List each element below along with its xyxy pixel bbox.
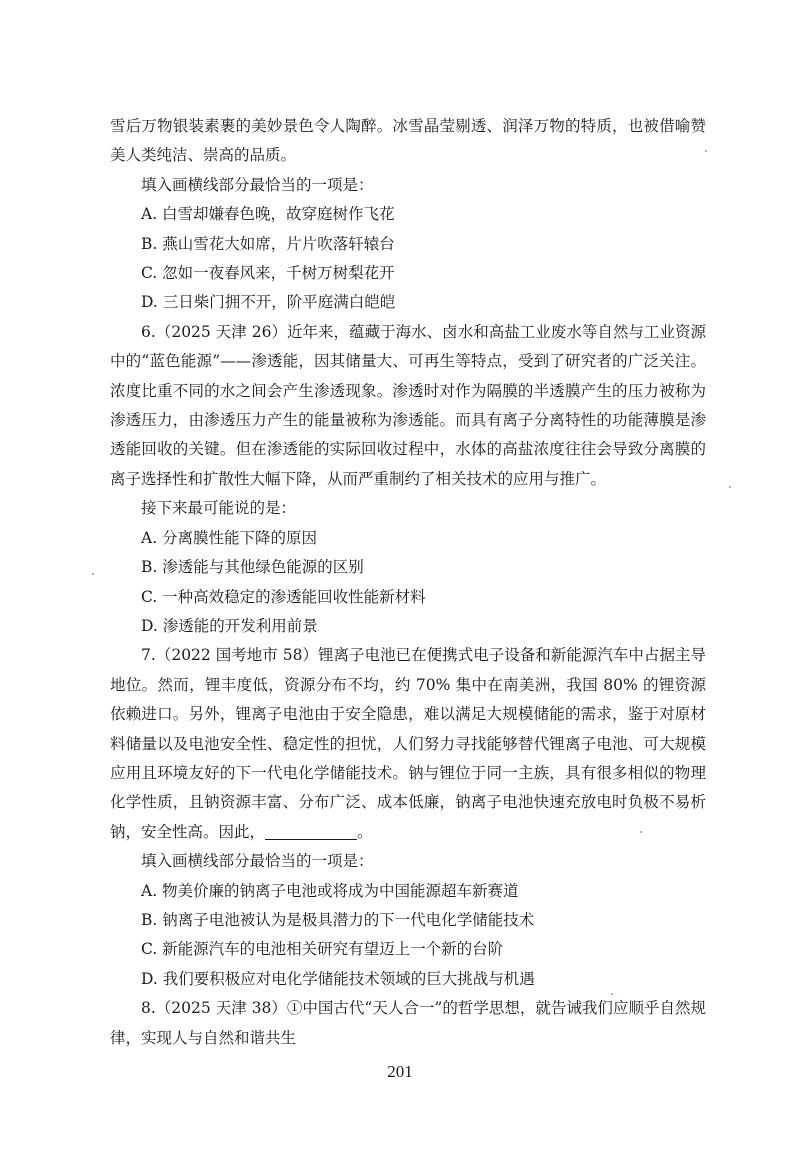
fill-in-blank (265, 821, 357, 840)
scan-speck (640, 831, 642, 833)
question-6-passage: 6.（2025 天津 26）近年来，蕴藏于海水、卤水和高盐工业废水等自然与工业资源中的“蓝色能源”——渗透能，因其储量大、可再生等特点，受到了研究者的广泛关注。浓度比重不同的水之间会产生渗透现象。渗透时对作为隔膜的半透膜产生的压力被称为渗透压力，由渗透压力产生的能量被称为渗透能。而具有离子分离特性的功能薄膜是渗透能回收的关键。但在渗透能的实际回收过程中，水体的高盐浓度往往会导致分离膜的离子选择性和扩散性大幅下降，从而严重制约了相关技术的应用与推广。 (110, 322, 706, 488)
continued-option-b: B. 燕山雪花大如席，片片吹落轩辕台 (141, 234, 395, 253)
question-6-option-d: D. 渗透能的开发利用前景 (141, 616, 318, 635)
question-7-option-c: C. 新能源汽车的电池相关研究有望迈上一个新的台阶 (141, 940, 504, 959)
continued-option-a: A. 白雪却嫌春色晚，故穿庭树作飞花 (141, 205, 395, 224)
page-number: 201 (387, 1062, 413, 1081)
question-6-option-a: A. 分离膜性能下降的原因 (141, 528, 318, 547)
question-7-prompt: 填入画横线部分最恰当的一项是： (141, 852, 374, 871)
question-7-end: 。 (357, 822, 373, 841)
continued-option-d: D. 三日柴门拥不开，阶平庭满白皑皑 (141, 293, 396, 312)
question-7-passage (110, 641, 706, 847)
question-7-option-a: A. 物美价廉的钠离子电池或将成为中国能源超车新赛道 (141, 881, 519, 900)
scan-speck (92, 573, 94, 575)
scan-speck (729, 486, 731, 488)
question-7-text: 7.（2022 国考地市 58）锂离子电池已在便携式电子设备和新能源汽车中占据主导地位。然而，锂丰度低，资源分布不均，约 70% 集中在南美洲，我国 80% 的锂资源依赖进口。另外，锂离子电池由于安全隐患，难以满足大规模储能的需求，鉴于对原材料储量以及电池安全性、稳定性的担忧，人们努力寻找能够替代锂离子电池、可大规模应用且环境友好的下一代电化学储能技术。钠与锂位于同一主族，具有很多相似的物理化学性质，且钠资源丰富、分布广泛、成本低廉，钠离子电池快速充放电时负极不易析钠，安全性高。因此， (110, 646, 706, 841)
continued-prompt: 填入画横线部分最恰当的一项是： (141, 175, 374, 194)
question-8-passage: 8.（2025 天津 38）①中国古代“天人合一”的哲学思想，就告诫我们应顺乎自然规律，实现人与自然和谐共生 (110, 999, 706, 1047)
question-7-option-d: D. 我们要积极应对电化学储能技术领域的巨大挑战与机遇 (141, 969, 535, 988)
question-6-option-b: B. 渗透能与其他绿色能源的区别 (141, 558, 364, 577)
scan-speck (611, 993, 613, 995)
page-body (110, 112, 706, 1053)
scan-speck (705, 150, 707, 152)
question-7-option-b: B. 钠离子电池被认为是极具潜力的下一代电化学储能技术 (141, 910, 535, 929)
continued-option-c: C. 忽如一夜春风来，千树万树梨花开 (141, 264, 395, 283)
continued-passage: 雪后万物银装素裹的美妙景色令人陶醉。冰雪晶莹剔透、润泽万物的特质，也被借喻赞美人类纯洁、崇高的品质。 (110, 117, 706, 165)
question-6-option-c: C. 一种高效稳定的渗透能回收性能新材料 (141, 587, 426, 606)
question-6-prompt: 接下来最可能说的是： (141, 499, 297, 518)
